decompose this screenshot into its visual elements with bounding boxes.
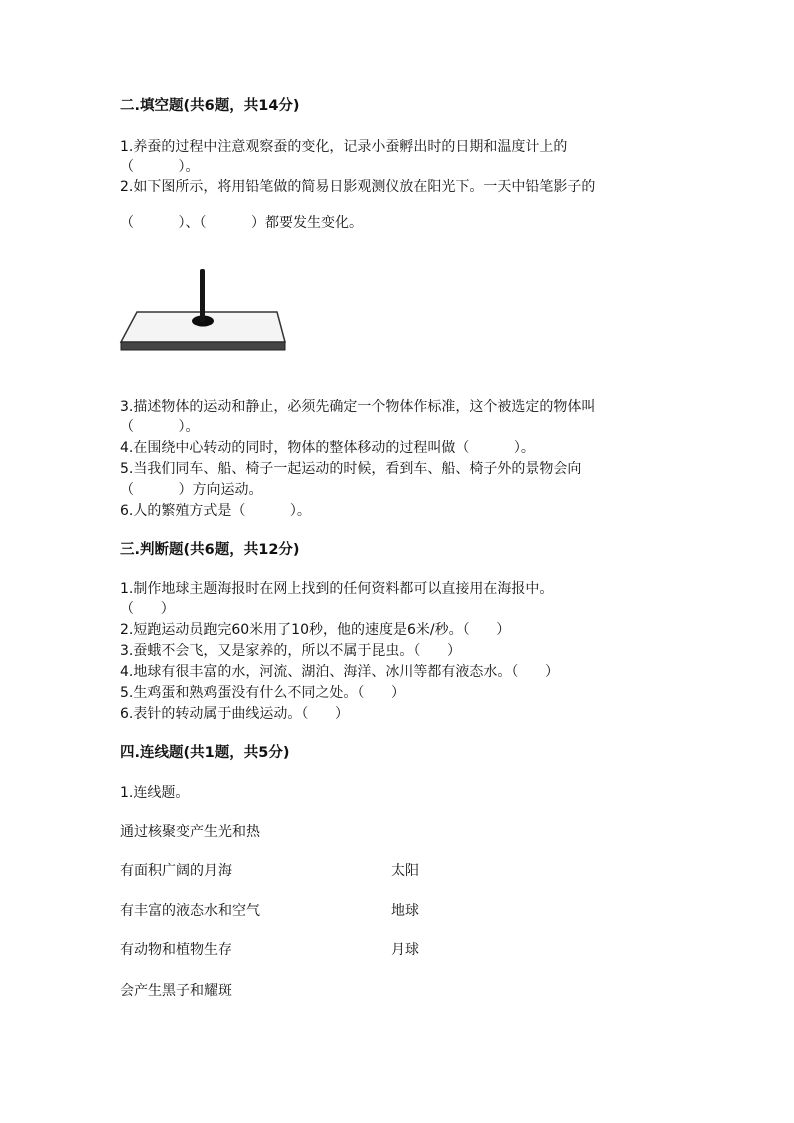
sundial-figure <box>119 266 289 356</box>
matching-left-item: 有面积广阔的月海 <box>120 863 232 879</box>
section-heading-true-false: 三.判断题(共6题，共12分) <box>120 542 300 558</box>
board-edge <box>121 342 285 350</box>
matching-question-1: 1.连线题。 <box>120 785 190 801</box>
fill-question-2-line-2: （ ）、（ ）都要发生变化。 <box>120 215 364 231</box>
fill-question-1-line-1: 1.养蚕的过程中注意观察蚕的变化，记录小蚕孵出时的日期和温度计上的 <box>120 139 568 155</box>
fill-question-3-line-2: （ ）。 <box>120 419 200 435</box>
section-heading-matching: 四.连线题(共1题，共5分) <box>120 745 290 761</box>
judge-question-3: 3.蚕蛾不会飞，又是家养的，所以不属于昆虫。（ ） <box>120 643 462 659</box>
matching-left-item: 会产生黑子和耀斑 <box>120 983 232 999</box>
pencil <box>200 269 205 322</box>
judge-question-6: 6.表针的转动属于曲线运动。（ ） <box>120 706 350 722</box>
fill-question-5-line-1: 5.当我们同车、船、椅子一起运动的时候，看到车、船、椅子外的景物会向 <box>120 461 582 477</box>
matching-right-item: 太阳 <box>391 863 419 879</box>
matching-left-item: 通过核聚变产生光和热 <box>120 824 260 840</box>
matching-right-item: 月球 <box>391 942 419 958</box>
fill-question-3-line-1: 3.描述物体的运动和静止，必须先确定一个物体作标准，这个被选定的物体叫 <box>120 399 596 415</box>
judge-question-1-line-2: （ ） <box>120 601 175 617</box>
judge-question-4: 4.地球有很丰富的水，河流、湖泊、海洋、冰川等都有液态水。（ ） <box>120 664 560 680</box>
judge-question-1-line-1: 1.制作地球主题海报时在网上找到的任何资料都可以直接用在海报中。 <box>120 581 554 597</box>
fill-question-5-line-2: （ ）方向运动。 <box>120 482 263 498</box>
section-heading-fill-in: 二.填空题(共6题，共14分) <box>120 98 300 114</box>
fill-question-6: 6.人的繁殖方式是（ ）。 <box>120 503 311 519</box>
matching-left-item: 有丰富的液态水和空气 <box>120 903 260 919</box>
judge-question-5: 5.生鸡蛋和熟鸡蛋没有什么不同之处。（ ） <box>120 685 406 701</box>
judge-question-2: 2.短跑运动员跑完60米用了10秒，他的速度是6米/秒。（ ） <box>120 622 511 638</box>
fill-question-1-line-2: （ ）。 <box>120 159 200 175</box>
matching-left-item: 有动物和植物生存 <box>120 942 232 958</box>
fill-question-2-line-1: 2.如下图所示，将用铅笔做的简易日影观测仪放在阳光下。一天中铅笔影子的 <box>120 179 596 195</box>
fill-question-4: 4.在围绕中心转动的同时，物体的整体移动的过程叫做（ ）。 <box>120 440 535 456</box>
matching-right-item: 地球 <box>391 903 419 919</box>
